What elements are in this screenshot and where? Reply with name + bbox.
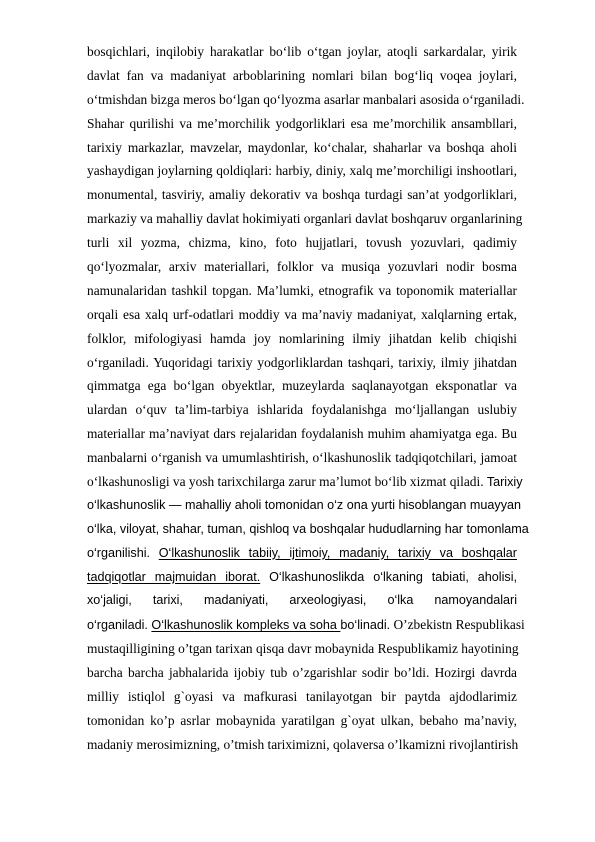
text-line	[87, 40, 517, 64]
text-segment: bo‘linadi.	[340, 618, 391, 633]
text-segment: O’zbekistn Respublikasi	[390, 617, 525, 633]
text-segment: orqali esa xalq urf-odatlari moddiy va ma’naviy madaniyat, xalqlarning ertak,	[87, 306, 517, 322]
text-line	[87, 279, 517, 303]
text-line	[87, 64, 517, 88]
text-segment: markaziy va mahalliy davlat hokimiyati organlari davlat boshqaruv organlarining	[87, 211, 523, 227]
text-segment: manbalarni o‘rganish va umumlashtirish, o‘lkashunoslik tadqiqotchilari, jamoat	[87, 450, 517, 466]
text-segment: folklor, mifologiyasi hamda joy nomlarining ilmiy jihatdan kelib chiqishi	[87, 330, 517, 346]
text-segment: xo‘jaligi, tarixi, madaniyati, arxeologiyasi, o‘lka namoyandalari	[87, 593, 517, 608]
text-line	[87, 422, 517, 446]
text-line	[87, 470, 523, 494]
text-segment: madaniy merosimizning, o’tmish tariximizni, qolaversa o’lkamizni rivojlantirish	[87, 736, 519, 752]
text-line	[87, 398, 517, 422]
text-line	[87, 112, 517, 136]
text-line	[87, 518, 529, 542]
underlined-text: tadqiqotlar majmuidan iborat.	[87, 569, 261, 584]
text-line	[87, 613, 525, 637]
text-segment: tarixiy markazlar, mavzelar, maydonlar, ko‘chalar, shaharlar va boshqa aholi	[87, 139, 517, 155]
text-line	[87, 183, 517, 207]
text-line	[87, 159, 517, 183]
text-segment: o‘lkashunosligi va yosh tarixchilarga zarur ma’lumot bo‘lib xizmat qiladi.	[87, 474, 484, 490]
text-segment: o‘lka, viloyat, shahar, tuman, qishloq va boshqalar hududlarning har tomonlama	[87, 521, 529, 536]
text-segment: qimmatga ega bo‘lgan obyektlar, muzeylarda saqlanayotgan eksponatlar va	[87, 378, 517, 394]
text-line	[87, 351, 517, 375]
text-line	[87, 494, 522, 518]
text-segment: Tarixiy	[483, 475, 523, 490]
text-line	[87, 446, 517, 470]
text-line	[87, 374, 517, 398]
underlined-text: O‘lkashunoslik kompleks va soha	[151, 618, 341, 633]
text-line	[87, 685, 517, 709]
text-line	[87, 566, 517, 590]
text-line	[87, 231, 517, 255]
text-segment: o‘tmishdan bizga meros bo‘lgan qo‘lyozma asarlar manbalari asosida o‘rganiladi.	[87, 91, 525, 107]
text-segment: ulardan o‘quv ta’lim-tarbiya ishlarida foydalanishga mo‘ljallangan uslubiy	[87, 402, 517, 418]
text-segment: O‘lkashunoslikda o‘lkaning tabiati, aholisi,	[260, 569, 517, 584]
text-segment: o‘rganiladi. Yuqoridagi tarixiy yodgorliklardan tashqari, tarixiy, ilmiy jihatdan	[87, 354, 517, 370]
text-segment: o‘rganilishi.	[87, 545, 159, 560]
text-line	[87, 542, 517, 566]
text-segment: o‘lkashunoslik — mahalliy aholi tomonidan o‘z ona yurti hisoblangan muayyan	[87, 497, 522, 512]
document-page	[87, 40, 529, 757]
text-line	[87, 661, 517, 685]
text-segment: bosqichlari, inqilobiy harakatlar bo‘lib o‘tgan joylar, atoqli sarkardalar, yirik	[87, 44, 517, 59]
text-line	[87, 88, 525, 112]
text-segment: monumental, tasviriy, amaliy dekorativ va boshqa turdagi san’at yodgorliklari,	[87, 187, 517, 203]
text-segment: milliy istiqlol g`oyasi va mafkurasi tanilayotgan bir paytda ajdodlarimiz	[87, 689, 517, 705]
text-segment: yashaydigan joylarning qoldiqlari: harbiy, diniy, xalq me’morchiligi inshootlari,	[87, 163, 517, 179]
text-segment: Shahar qurilishi va me’morchilik yodgorliklari esa me’morchilik ansambllari,	[87, 115, 517, 131]
text-line	[87, 255, 517, 279]
text-segment: tomonidan ko’p asrlar mobaynida yaratilgan g`oyat ulkan, bebaho ma’naviy,	[87, 712, 517, 728]
text-line	[87, 136, 517, 160]
text-segment: mustaqilligining o’tgan tarixan qisqa davr mobaynida Respublikamiz hayotining	[87, 641, 519, 657]
text-line	[87, 709, 517, 733]
text-segment: qo‘lyozmalar, arxiv materiallari, folklor va musiqa yozuvlari nodir bosma	[87, 259, 517, 275]
text-segment: turli xil yozma, chizma, kino, foto hujjatlari, tovush yozuvlari, qadimiy	[87, 235, 517, 251]
text-line	[87, 637, 517, 661]
text-line	[87, 327, 517, 351]
text-line	[87, 207, 523, 231]
text-line	[87, 733, 517, 757]
text-line	[87, 303, 517, 327]
text-line	[87, 589, 517, 613]
text-segment: materiallar ma’naviyat dars rejalaridan foydalanish muhim ahamiyatga ega. Bu	[87, 426, 517, 442]
text-segment: davlat fan va madaniyat arboblarining nomlari bilan bog‘liq voqea joylari,	[87, 67, 517, 83]
text-segment: o‘rganiladi.	[87, 618, 152, 633]
text-segment: barcha barcha jabhalarida ijobiy tub o’zgarishlar sodir bo’ldi. Hozirgi davrda	[87, 665, 517, 681]
underlined-text: O‘lkashunoslik tabiiy, ijtimoiy, madaniy, tarixiy va boshqalar	[158, 545, 517, 560]
text-segment: namunalaridan tashkil topgan. Ma’lumki, etnografik va toponomik materiallar	[87, 282, 517, 298]
